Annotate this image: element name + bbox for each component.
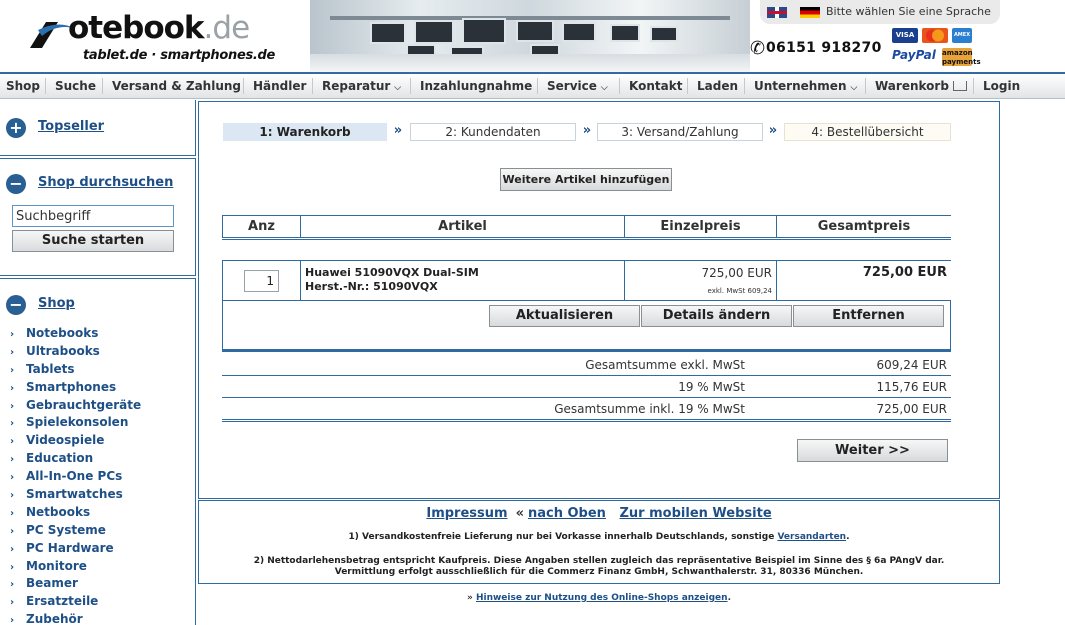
chevron-right-icon: › <box>10 579 15 591</box>
language-prompt: Bitte wählen Sie eine Sprache <box>826 5 991 18</box>
nav-versand-zahlung[interactable]: Versand & Zahlung <box>112 79 242 93</box>
shop-category-list <box>10 325 190 625</box>
nav-shop[interactable]: Shop <box>6 79 41 93</box>
chevron-right-icon: › <box>10 543 15 555</box>
chevron-right-icon: › <box>10 561 15 573</box>
nav-kontakt[interactable]: Kontakt <box>629 79 683 93</box>
nav-unternehmen[interactable]: Unternehmen ⌵ <box>754 74 857 98</box>
nav-login[interactable]: Login <box>983 79 1021 93</box>
total-price-cell <box>776 261 951 300</box>
unit-price-tax-note: exkl. MwSt 609,24 <box>707 287 772 295</box>
chevron-right-icon: › <box>10 329 15 340</box>
item-total-price: 725,00 EUR <box>862 265 947 280</box>
amazon-payments-logo-icon: amazon payments <box>942 49 981 66</box>
financing-note-line2: Vermittlung erfolgt ausschließlich für die Commerz Finanz GmbH, Schwanthalerstr. 31, 80336 München. <box>334 567 864 577</box>
chevron-right-icon: › <box>10 436 15 448</box>
chevron-down-icon: ⌵ <box>600 83 608 93</box>
step-warenkorb: 1: Warenkorb <box>223 123 387 141</box>
minus-circle-icon: − <box>6 174 26 194</box>
total-row-net <box>222 354 951 376</box>
paypal-logo-icon: PayPal <box>892 48 936 62</box>
total-value: 725,00 EUR <box>876 402 947 416</box>
shop-category-item[interactable]: › Smartwatches <box>10 486 190 504</box>
shipping-note: 1) Versandkostenfreie Lieferung nur bei Vorkasse innerhalb Deutschlands, sonstige Versandarten. <box>348 532 850 542</box>
step-bestelluebersicht: 4: Bestellübersicht <box>784 123 951 141</box>
step-versand-zahlung: 3: Versand/Zahlung <box>597 123 763 141</box>
footer-separator: « <box>515 506 524 521</box>
nav-service[interactable]: Service ⌵ <box>547 74 608 98</box>
shop-category-item[interactable]: › Beamer <box>10 575 190 593</box>
article-mfr-number: Herst.-Nr.: 51090VQX <box>305 280 438 293</box>
logo-subtitle: tablet.de · smartphones.de <box>83 48 276 63</box>
footer-links <box>199 506 999 521</box>
total-row-gross <box>222 398 951 420</box>
amex-logo-icon: AMEX <box>952 28 972 43</box>
search-button[interactable]: Suche starten <box>12 230 174 252</box>
financing-note-line1: 2) Nettodarlehensbetrag entspricht Kaufpreis. Diese Angaben stellen zugleich das repräsentative Beispiel im Sinne des § 6a PAngV dar. <box>253 556 945 566</box>
quantity-input[interactable]: 1 <box>244 270 279 292</box>
unit-price-cell <box>624 261 776 300</box>
step-separator: » <box>582 123 592 138</box>
shop-category-item[interactable]: › Gebrauchtgeräte <box>10 397 190 415</box>
mobile-website-link[interactable]: Zur mobilen Website <box>619 506 772 521</box>
column-header-total-price: Gesamtpreis <box>776 216 951 238</box>
cart-totals <box>222 349 951 422</box>
payment-methods <box>892 26 981 68</box>
chevron-right-icon: › <box>10 597 15 609</box>
step-separator: » <box>768 123 778 138</box>
shop-category-item[interactable]: › Tablets <box>10 361 190 379</box>
chevron-right-icon: › <box>10 346 15 358</box>
column-header-unit-price: Einzelpreis <box>624 216 776 238</box>
shop-category-item[interactable]: › Notebooks <box>10 325 190 343</box>
mastercard-logo-icon <box>922 28 948 43</box>
nav-reparatur[interactable]: Reparatur ⌵ <box>322 74 401 98</box>
cart-icon <box>953 81 967 91</box>
article-cell <box>300 261 624 300</box>
total-label: 19 % MwSt <box>678 380 745 394</box>
edit-details-button[interactable]: Details ändern <box>641 305 792 327</box>
chevron-right-icon: › <box>10 615 15 625</box>
shop-category-item[interactable]: › Ersatzteile <box>10 593 190 611</box>
cart-item-actions <box>222 301 951 351</box>
nav-inzahlungnahme[interactable]: Inzahlungnahme <box>420 79 533 93</box>
add-more-items-button[interactable]: Weitere Artikel hinzufügen <box>500 168 672 191</box>
shop-category-item[interactable]: › PC Hardware <box>10 540 190 558</box>
visa-logo-icon: VISA <box>892 28 918 43</box>
total-value: 609,24 EUR <box>876 358 947 372</box>
chevron-right-icon: › <box>10 418 15 430</box>
shop-category-item[interactable]: › PC Systeme <box>10 522 190 540</box>
shop-category-item[interactable]: › Zubehör <box>10 611 190 625</box>
total-label: Gesamtsumme inkl. 19 % MwSt <box>554 402 745 416</box>
uk-flag-icon[interactable] <box>767 7 787 18</box>
chevron-right-icon: › <box>10 454 15 466</box>
shop-category-item[interactable]: › Spielekonsolen <box>10 414 190 432</box>
search-input[interactable] <box>12 205 174 227</box>
column-header-qty: Anz <box>222 216 300 238</box>
phone-icon: ✆ <box>750 38 766 59</box>
back-to-top-link[interactable]: nach Oben <box>527 506 606 521</box>
step-separator: » <box>393 123 403 138</box>
step-kundendaten: 2: Kundendaten <box>410 123 576 141</box>
total-value: 115,76 EUR <box>876 380 947 394</box>
topseller-box <box>0 100 196 156</box>
shop-category-item[interactable]: › Education <box>10 450 190 468</box>
chevron-right-icon: › <box>10 507 15 519</box>
nav-suche[interactable]: Suche <box>55 79 96 93</box>
shop-category-item[interactable]: › Netbooks <box>10 504 190 522</box>
chevron-right-icon: › <box>10 472 15 484</box>
unit-price: 725,00 EUR <box>701 266 772 280</box>
nav-laden[interactable]: Laden <box>697 79 739 93</box>
shop-category-item[interactable]: › All-In-One PCs <box>10 468 190 486</box>
sidebar <box>0 100 196 625</box>
qty-cell <box>222 261 300 300</box>
site-header <box>0 0 1065 72</box>
shop-category-item[interactable]: › Ultrabooks <box>10 343 190 361</box>
de-flag-icon[interactable] <box>800 7 820 18</box>
site-logo[interactable] <box>28 10 288 62</box>
chevron-down-icon: ⌵ <box>394 83 402 93</box>
header-banner-image <box>310 0 750 72</box>
shop-category-item[interactable]: › Videospiele <box>10 432 190 450</box>
chevron-down-icon: ⌵ <box>850 83 858 93</box>
continue-button[interactable]: Weiter >> <box>797 439 948 462</box>
plus-circle-icon: + <box>6 118 26 138</box>
shop-usage-link[interactable]: Hinweise zur Nutzung des Online-Shops anzeigen <box>475 593 728 603</box>
total-row-vat <box>222 376 951 398</box>
phone-number: 06151 918270 <box>766 40 882 56</box>
logo-brand: otebook.de <box>68 10 250 46</box>
chevron-right-icon: › <box>10 490 15 502</box>
nav-warenkorb[interactable]: Warenkorb <box>875 74 967 98</box>
chevron-right-icon: › <box>10 382 15 394</box>
main-navigation <box>0 72 1065 99</box>
remove-button[interactable]: Entfernen <box>793 305 944 327</box>
shipping-methods-link[interactable]: Versandarten <box>777 532 847 542</box>
search-title-link[interactable]: Shop durchsuchen <box>38 175 174 190</box>
page-footer <box>198 500 1000 584</box>
language-selector <box>760 0 1000 24</box>
update-button[interactable]: Aktualisieren <box>489 305 640 327</box>
checkout-steps <box>223 123 951 141</box>
minus-circle-icon: − <box>6 295 26 315</box>
cart-table-header <box>222 215 951 240</box>
shop-usage-note: » Hinweise zur Nutzung des Online-Shops anzeigen. <box>467 593 731 603</box>
column-header-article: Artikel <box>300 216 624 238</box>
chevron-right-icon: › <box>10 525 15 537</box>
chevron-right-icon: › <box>10 400 15 412</box>
impressum-link[interactable]: Impressum <box>426 506 508 521</box>
shop-category-item[interactable]: › Smartphones <box>10 379 190 397</box>
shop-title-link[interactable]: Shop <box>38 296 75 311</box>
nav-haendler[interactable]: Händler <box>253 79 307 93</box>
topseller-link[interactable]: Topseller <box>38 119 105 134</box>
article-name: Huawei 51090VQX Dual-SIM <box>305 266 479 279</box>
total-label: Gesamtsumme exkl. MwSt <box>585 358 745 372</box>
chevron-right-icon: › <box>10 364 15 376</box>
table-row <box>222 260 951 301</box>
cart-panel <box>198 101 1000 499</box>
shop-category-item[interactable]: › Monitore <box>10 558 190 576</box>
